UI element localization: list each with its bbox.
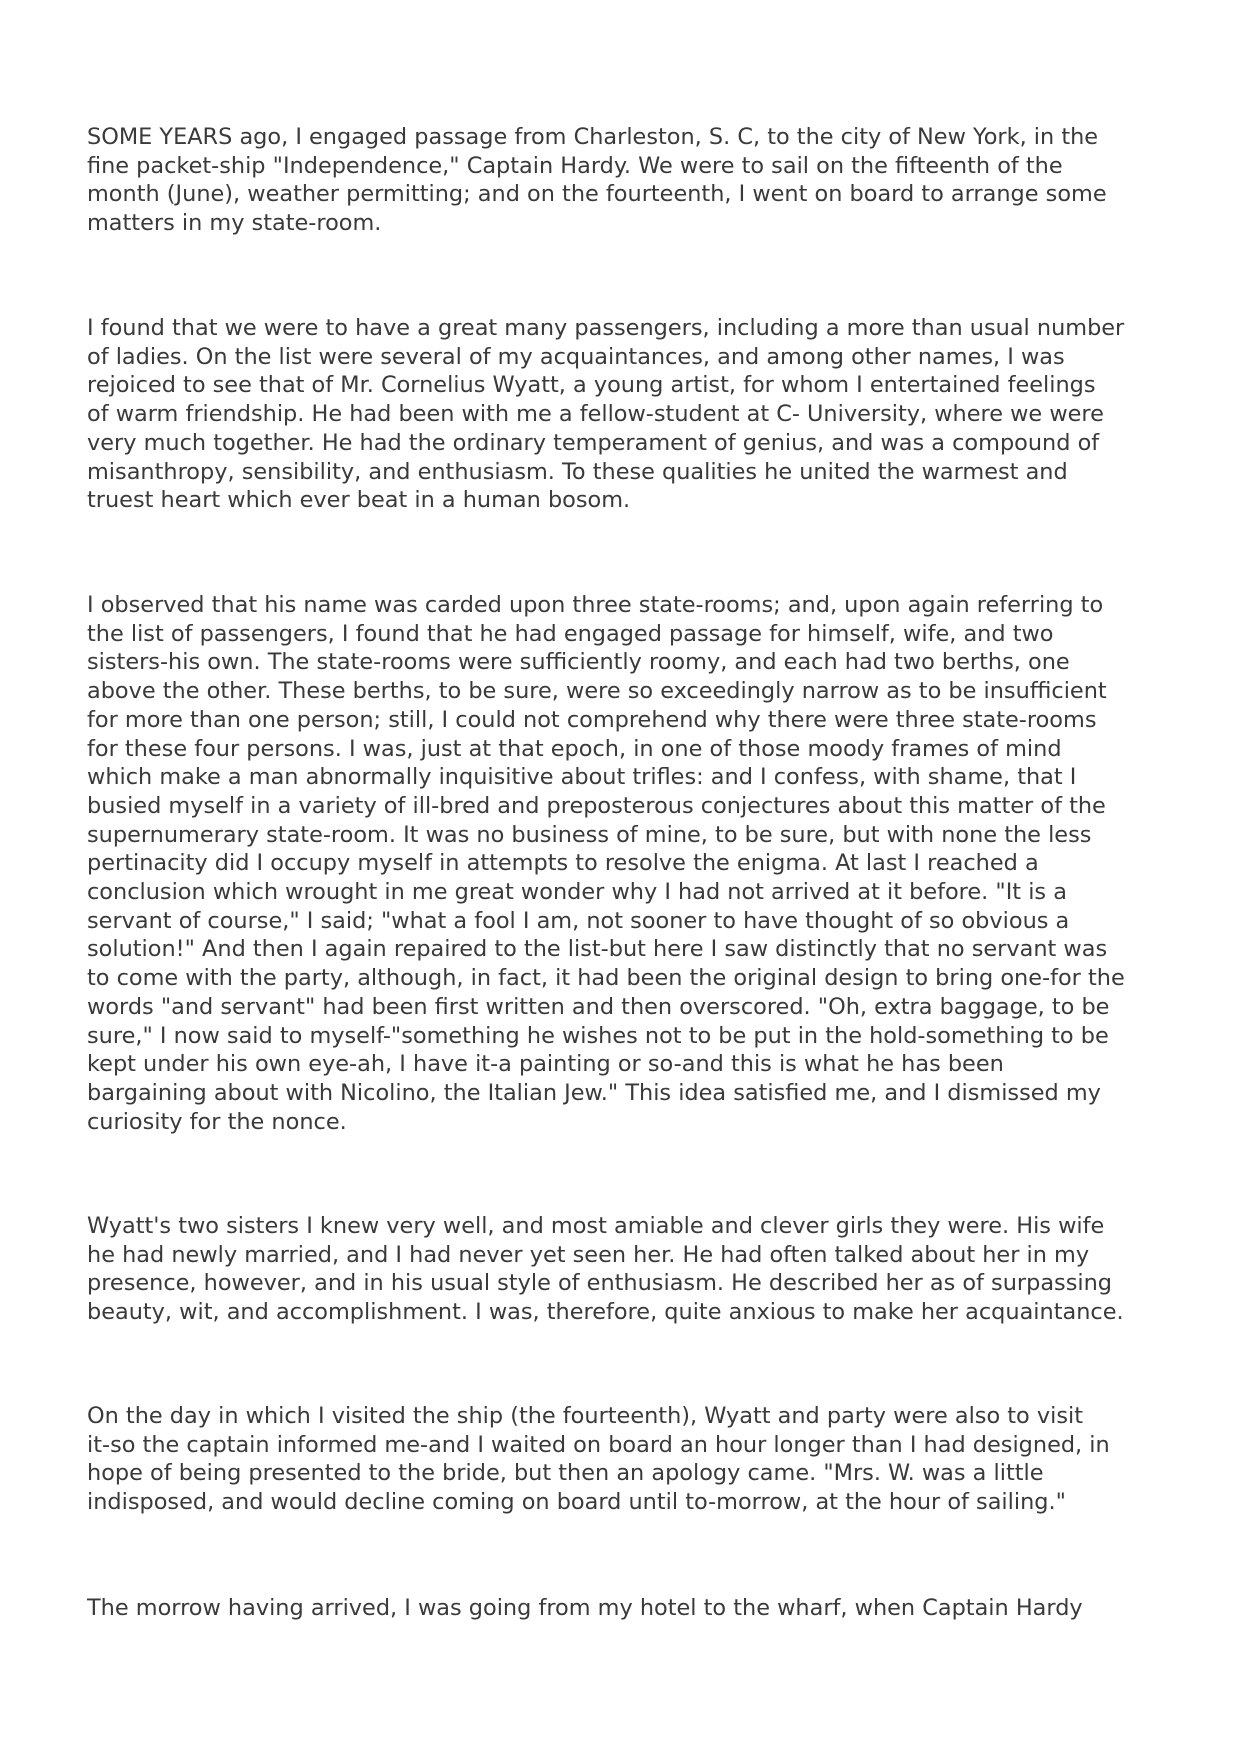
paragraph-4: Wyatt's two sisters I knew very well, and most amiable and clever girls they were. His wife he had newly married, and I had never yet seen her. He had often talked about her in my presence, however, and in his usual style of enthusiasm. He described her as of surpassing beauty, wit, and accomplishment. I was, therefore, quite anxious to make her acquaintance. — [87, 1213, 1124, 1326]
paragraph-5: On the day in which I visited the ship (the fourteenth), Wyatt and party were also to visit it-so the captain informed me-and I waited on board an hour longer than I had designed, in hope of being presented to the bride, but then an apology came. "Mrs. W. was a little indisposed, and would decline coming on board until to-morrow, at the hour of sailing." — [87, 1403, 1110, 1516]
paragraph-2: I found that we were to have a great many passengers, including a more than usual number of ladies. On the list were several of my acquaintances, and among other names, I was rejoiced to see that of Mr. Cornelius Wyatt, a young artist, for whom I entertained feelings of warm friendship. He had been with me a fellow-student at C- University, where we were very much together. He had the ordinary temperament of genius, and was a compound of misanthropy, sensibility, and enthusiasm. To these qualities he united the warmest and truest heart which ever beat in a human bosom. — [87, 315, 1125, 514]
paragraph-6: The morrow having arrived, I was going from my hotel to the wharf, when Captain Hardy — [87, 1595, 1083, 1621]
paragraph-3: I observed that his name was carded upon three state-rooms; and, upon again referring to the list of passengers, I found that he had engaged passage for himself, wife, and two sisters-his own. The state-rooms were sufficiently roomy, and each had two berths, one above the other. These berths, to be sure, were so exceedingly narrow as to be insufficient for more than one person; still, I could not comprehend why there were three state-rooms for these four persons. I was, just at that epoch, in one of those moody frames of mind which make a man abnormally inquisitive about trifles: and I confess, with shame, that I busied myself in a variety of ill-bred and preposterous conjectures about this matter of the supernumerary state-room. It was no business of mine, to be sure, but with none the less pertinacity did I occupy myself in attempts to resolve the enigma. At last I reached a conclusion which wrought in me great wonder why I had not arrived at it before. "It is a servant of course," I said; "what a fool I am, not sooner to have thought of so obvious a solution!" And then I again repaired to the list-but here I saw distinctly that no servant was to come with the party, although, in fact, it had been the original design to bring one-for the words "and servant" had been first written and then overscored. "Oh, extra baggage, to be sure," I now said to myself-"something he wishes not to be put in the hold-something to be kept under his own eye-ah, I have it-a painting or so-and this is what he has been bargaining about with Nicolino, the Italian Jew." This idea satisfied me, and I dismissed my curiosity for the nonce. — [87, 592, 1125, 1135]
paragraph-1: SOME YEARS ago, I engaged passage from Charleston, S. C, to the city of New York, in the fine packet-ship "Independence," Captain Hardy. We were to sail on the fifteenth of the month (June), weather permitting; and on the fourteenth, I went on board to arrange some matters in my state-room. — [87, 124, 1107, 237]
